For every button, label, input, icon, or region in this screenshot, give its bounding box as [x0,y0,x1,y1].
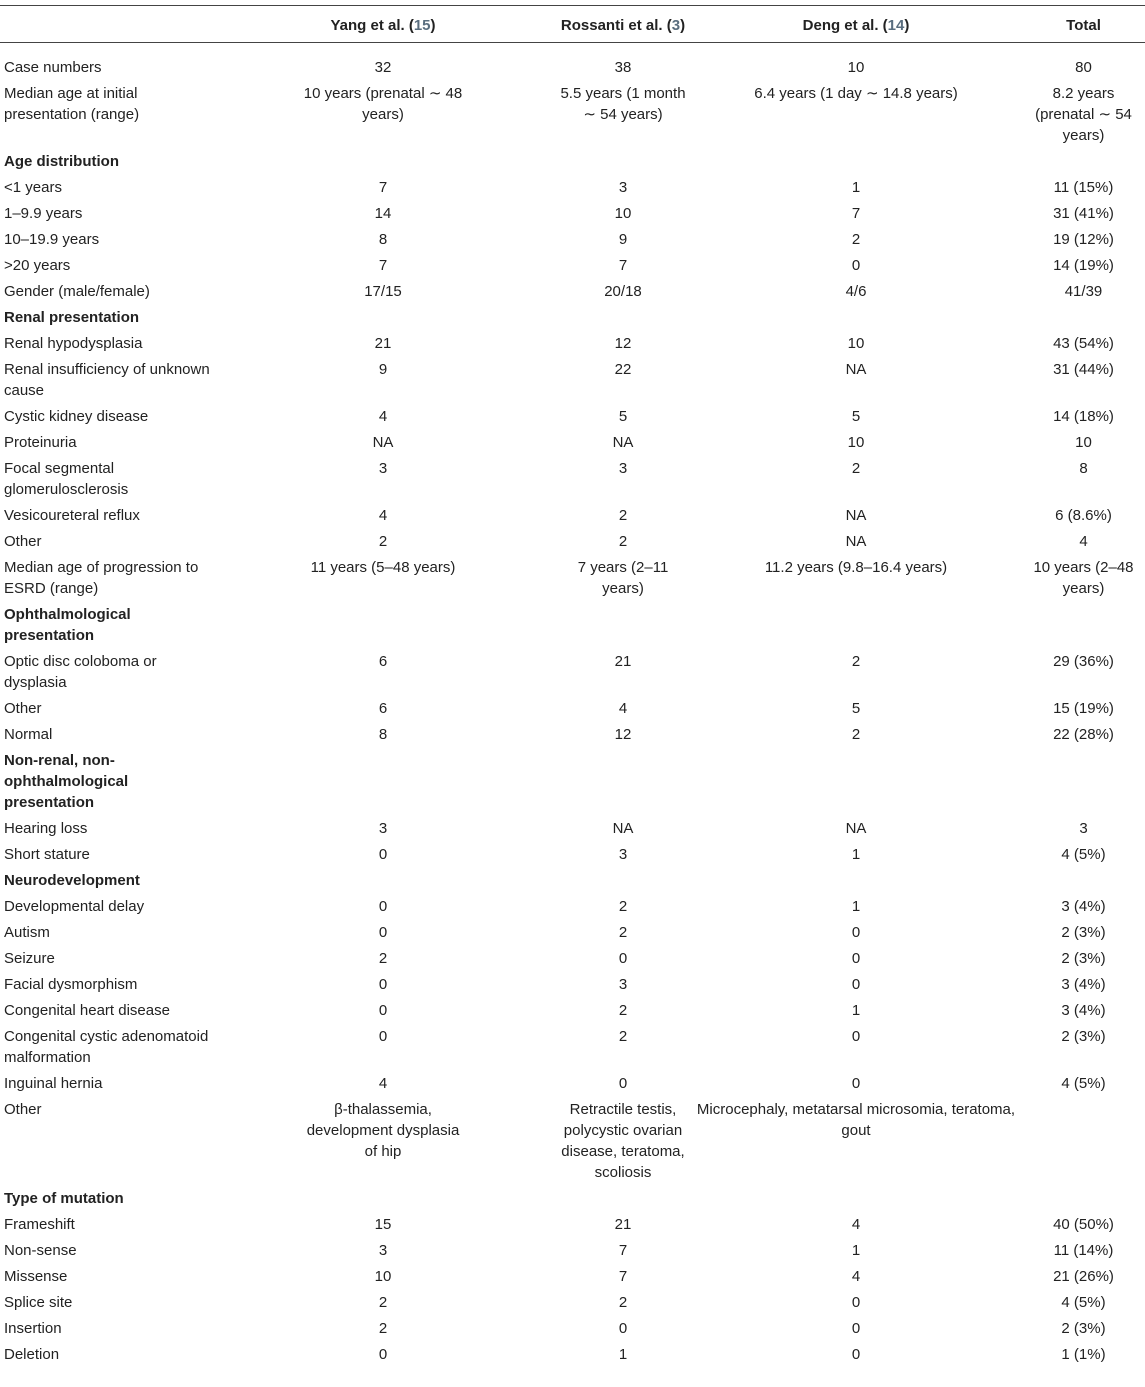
table-row [0,255,1145,281]
table-row [0,1344,1145,1370]
total-value: 10 years (2–48 years) [1033,559,1134,597]
table-row [0,1000,1145,1026]
rossanti-value [556,307,690,333]
table-row [0,844,1145,870]
deng-value: NA [845,533,867,550]
rossanti-value: 7 [618,257,628,274]
table-row [0,203,1145,229]
table-row [0,83,1145,151]
yang-value: 10 [374,1268,392,1285]
section-header-row [0,1188,1145,1214]
table-row [0,557,1145,604]
table-row [0,1073,1145,1099]
total-value [1022,307,1145,333]
rossanti-value: 12 [614,726,632,743]
rossanti-value: 2 [618,1028,628,1045]
rossanti-value: NA [612,434,634,451]
deng-value [690,870,1022,896]
yang-value: 0 [378,1028,388,1045]
total-value: 31 (41%) [1053,205,1114,222]
yang-value [210,604,556,651]
row-label: 1–9.9 years [4,205,83,222]
ref-link-3[interactable]: 3 [671,17,681,34]
deng-value: 0 [851,976,861,993]
row-label: Normal [4,726,53,743]
rossanti-value: 20/18 [604,283,642,300]
rossanti-value [556,604,690,651]
table-row [0,359,1145,406]
total-value: 31 (44%) [1053,361,1114,378]
total-value: 8 [1079,460,1088,477]
yang-value: 11 years (5–48 years) [310,559,456,576]
yang-value: NA [372,434,394,451]
deng-value: 10 [847,434,865,451]
table-row [0,432,1145,458]
table-row [0,281,1145,307]
deng-value: 11.2 years (9.8–16.4 years) [764,559,948,576]
rossanti-value: 3 [618,460,628,477]
deng-value [690,151,1022,177]
yang-value: 4 [378,408,388,425]
total-value: 3 (4%) [1061,976,1106,993]
total-value: 4 (5%) [1061,1294,1106,1311]
yang-value: 6 [378,653,388,670]
rossanti-value: 1 [618,1346,628,1363]
yang-value: 14 [374,205,392,222]
total-value: 40 (50%) [1053,1216,1114,1233]
rossanti-value [556,750,690,818]
row-label: Frameshift [4,1216,75,1233]
header-rossanti-name: Rossanti et al. ( [560,17,672,34]
total-value: 19 (12%) [1053,231,1114,248]
ref-link-14[interactable]: 14 [887,17,905,34]
deng-value: 0 [851,950,861,967]
table-row [0,1292,1145,1318]
yang-value: 0 [378,1002,388,1019]
rossanti-value: 3 [618,179,628,196]
yang-value: 8 [378,726,388,743]
deng-value: 2 [851,653,861,670]
total-value: 11 (14%) [1053,1242,1114,1259]
deng-value: 5 [851,700,861,717]
deng-value: 2 [851,231,861,248]
header-yang-name: Yang et al. ( [330,17,414,34]
total-value: 41/39 [1064,283,1103,300]
deng-value [690,1188,1022,1214]
yang-value: 3 [378,1242,388,1259]
rossanti-value: NA [612,820,634,837]
yang-value: 8 [378,231,388,248]
rossanti-value: 2 [618,1002,628,1019]
deng-value [690,604,1022,651]
header-rossanti-close: ) [680,17,686,34]
deng-value [690,750,1022,818]
row-label: 10–19.9 years [4,231,100,248]
table-row [0,974,1145,1000]
row-label: Insertion [4,1320,62,1337]
yang-value: 7 [378,179,388,196]
yang-value: 2 [378,950,388,967]
row-label: Optic disc coloboma or dysplasia [4,653,157,691]
table-row [0,1266,1145,1292]
total-value: 15 (19%) [1053,700,1114,717]
row-label: Median age of progression to ESRD (range) [4,559,199,597]
deng-value: 10 [847,335,865,352]
rossanti-value: 22 [614,361,632,378]
row-label: Other [4,700,42,717]
deng-value: 5 [851,408,861,425]
table-row [0,458,1145,505]
table-body [0,43,1145,1371]
yang-value [210,750,556,818]
row-label: Missense [4,1268,68,1285]
rossanti-value: 0 [618,1075,628,1092]
total-value: 43 (54%) [1053,335,1114,352]
total-value: 29 (36%) [1053,653,1114,670]
section-header-row [0,870,1145,896]
deng-value: 0 [851,924,861,941]
section-label: Ophthalmological presentation [4,606,131,644]
row-label: Non-sense [4,1242,77,1259]
row-label: Short stature [4,846,90,863]
deng-value: 7 [851,205,861,222]
total-value: 3 (4%) [1061,898,1106,915]
deng-value [690,307,1022,333]
yang-value: 0 [378,924,388,941]
total-value [1022,750,1145,818]
rossanti-value: 7 [618,1268,628,1285]
row-label: Autism [4,924,50,941]
deng-value: 6.4 years (1 day ∼ 14.8 years) [754,85,958,102]
yang-value [210,307,556,333]
yang-value: 32 [374,59,392,76]
header-deng-close: ) [904,17,910,34]
header-empty-cell [0,6,210,43]
total-value: 11 (15%) [1053,179,1114,196]
header-yang-close: ) [430,17,436,34]
section-header-row [0,151,1145,177]
yang-value: 2 [378,1320,388,1337]
section-label: Neurodevelopment [4,872,140,889]
rossanti-value: 3 [618,846,628,863]
rossanti-value: 2 [618,898,628,915]
row-label: Median age at initial presentation (range) [4,85,140,123]
row-label: Seizure [4,950,55,967]
row-label: Vesicoureteral reflux [4,507,140,524]
row-label: Gender (male/female) [4,283,150,300]
table-row [0,505,1145,531]
rossanti-value: 38 [614,59,632,76]
total-value: 2 (3%) [1061,1028,1106,1045]
table-row [0,818,1145,844]
deng-value: 1 [851,898,861,915]
rossanti-value: 4 [618,700,628,717]
table-row [0,531,1145,557]
section-label: Type of mutation [4,1190,124,1207]
header-deng-name: Deng et al. ( [802,17,888,34]
total-value: 4 [1079,533,1088,550]
rossanti-value: 5.5 years (1 month ∼ 54 years) [560,85,686,123]
yang-value: 9 [378,361,388,378]
total-value: 10 [1075,434,1092,451]
row-label: Inguinal hernia [4,1075,103,1092]
yang-value: 2 [378,533,388,550]
total-value: 4 (5%) [1061,1075,1106,1092]
section-header-row [0,750,1145,818]
deng-value: 4/6 [845,283,867,300]
row-label: Facial dysmorphism [4,976,138,993]
deng-value: 0 [851,257,861,274]
header-row [0,6,1145,43]
deng-value: 0 [851,1346,861,1363]
total-value: 3 (4%) [1061,1002,1106,1019]
deng-value: 1 [851,1002,861,1019]
section-header-row [0,604,1145,651]
header-total: Total [1022,6,1145,43]
rossanti-value: 7 [618,1242,628,1259]
total-value: 3 [1079,820,1088,837]
rossanti-value: 10 [614,205,632,222]
deng-value: 0 [851,1075,861,1092]
row-label: <1 years [4,179,62,196]
table-row [0,1214,1145,1240]
rossanti-value: 2 [618,924,628,941]
rossanti-value: 3 [618,976,628,993]
rossanti-value: Retractile testis, polycystic ovarian disease, teratoma, scoliosis [561,1101,685,1181]
rossanti-value: 2 [618,507,628,524]
total-value [1022,1099,1145,1188]
yang-value: 4 [378,507,388,524]
row-label: >20 years [4,257,71,274]
total-value [1022,151,1145,177]
deng-value: 1 [851,846,861,863]
rossanti-value: 2 [618,1294,628,1311]
row-label: Splice site [4,1294,73,1311]
total-value: 14 (18%) [1053,408,1114,425]
row-label: Cystic kidney disease [4,408,149,425]
row-label: Proteinuria [4,434,77,451]
row-label: Renal insufficiency of unknown cause [4,361,210,399]
total-value: 21 (26%) [1053,1268,1114,1285]
row-label: Deletion [4,1346,60,1363]
row-label: Congenital heart disease [4,1002,170,1019]
section-label: Age distribution [4,153,119,170]
rossanti-value: 12 [614,335,632,352]
yang-value: 0 [378,898,388,915]
rossanti-value: 7 years (2–11 years) [577,559,669,597]
rossanti-value: 9 [618,231,628,248]
table-row [0,1240,1145,1266]
yang-value: 0 [378,1346,388,1363]
table-header [0,6,1145,43]
characteristics-table [0,5,1145,1370]
table-row [0,724,1145,750]
table-row [0,651,1145,698]
total-value: 6 (8.6%) [1055,507,1112,524]
yang-value: 3 [378,820,388,837]
total-value: 2 (3%) [1061,1320,1106,1337]
deng-value: 0 [851,1320,861,1337]
row-label: Congenital cystic adenomatoid malformation [4,1028,209,1066]
yang-value: 10 years (prenatal ∼ 48 years) [303,85,463,123]
yang-value [210,1188,556,1214]
rossanti-value [556,1188,690,1214]
yang-value: 4 [378,1075,388,1092]
deng-value: 4 [851,1216,861,1233]
ref-link-15[interactable]: 15 [413,17,431,34]
row-label: Focal segmental glomerulosclerosis [4,460,129,498]
header-yang [210,6,556,43]
row-label: Renal hypodysplasia [4,335,143,352]
rossanti-value: 2 [618,533,628,550]
deng-value: Microcephaly, metatarsal microsomia, teratoma, gout [696,1101,1016,1139]
deng-value: 0 [851,1028,861,1045]
row-label: Case numbers [4,59,102,76]
header-rossanti [556,6,690,43]
total-value: 1 (1%) [1061,1346,1106,1363]
table-row [0,922,1145,948]
yang-value [210,151,556,177]
total-value: 4 (5%) [1061,846,1106,863]
table-row [0,1099,1145,1188]
total-value: 8.2 years (prenatal ∼ 54 years) [1035,85,1132,144]
rossanti-value: 0 [618,1320,628,1337]
yang-value [210,870,556,896]
section-label: Non-renal, non-ophthalmological presentation [4,752,129,811]
total-value: 22 (28%) [1053,726,1114,743]
deng-value: NA [845,507,867,524]
yang-value: 3 [378,460,388,477]
table-row [0,333,1145,359]
table-row [0,698,1145,724]
yang-value: 0 [378,846,388,863]
deng-value: 1 [851,1242,861,1259]
yang-value: 6 [378,700,388,717]
yang-value: 17/15 [364,283,402,300]
deng-value: 2 [851,460,861,477]
table-row [0,177,1145,203]
yang-value: 0 [378,976,388,993]
total-value: 2 (3%) [1061,924,1106,941]
table-row [0,1318,1145,1344]
rossanti-value: 21 [614,1216,632,1233]
rossanti-value [556,151,690,177]
deng-value: 4 [851,1268,861,1285]
table-row [0,948,1145,974]
deng-value: 2 [851,726,861,743]
yang-value: 7 [378,257,388,274]
yang-value: 21 [374,335,392,352]
row-label: Hearing loss [4,820,88,837]
deng-value: 1 [851,179,861,196]
table-row [0,43,1145,84]
header-deng [690,6,1022,43]
rossanti-value: 0 [618,950,628,967]
yang-value: β-thalassemia, development dysplasia of hip [306,1101,460,1160]
total-value [1022,1188,1145,1214]
deng-value: 10 [847,59,865,76]
total-value [1022,870,1145,896]
total-value: 2 (3%) [1061,950,1106,967]
row-label: Other [4,1101,42,1118]
section-header-row [0,307,1145,333]
table-row [0,229,1145,255]
yang-value: 2 [378,1294,388,1311]
rossanti-value: 21 [614,653,632,670]
total-value: 14 (19%) [1053,257,1114,274]
table-row [0,896,1145,922]
table-row [0,406,1145,432]
yang-value: 15 [374,1216,392,1233]
deng-value: 0 [851,1294,861,1311]
total-value: 80 [1075,59,1092,76]
total-value [1022,604,1145,651]
deng-value: NA [845,361,867,378]
section-label: Renal presentation [4,309,140,326]
rossanti-value [556,870,690,896]
deng-value: NA [845,820,867,837]
row-label: Other [4,533,42,550]
table-row [0,1026,1145,1073]
row-label: Developmental delay [4,898,145,915]
rossanti-value: 5 [618,408,628,425]
